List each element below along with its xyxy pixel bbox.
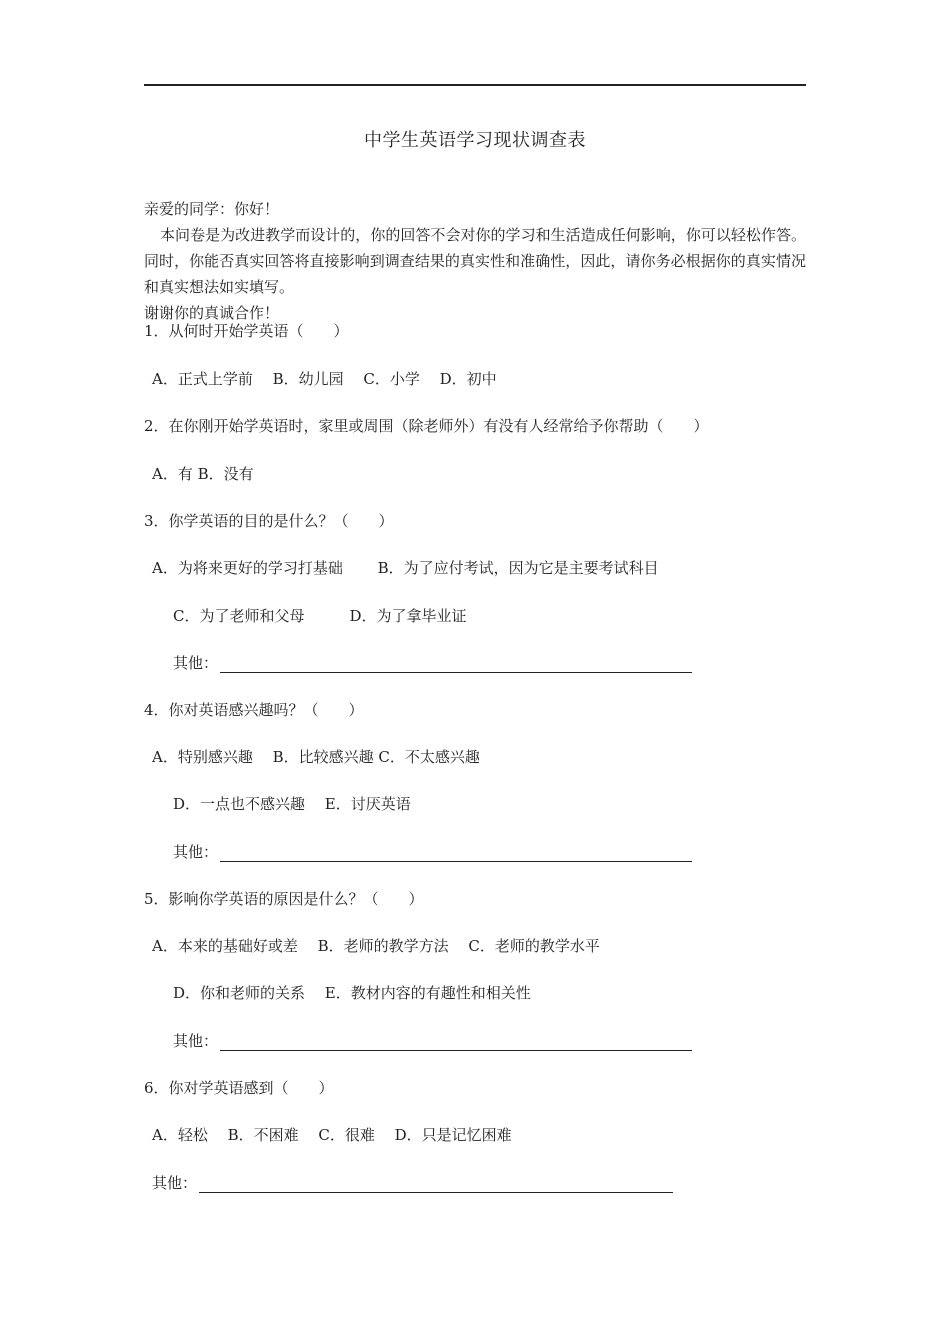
question-3-options-line-1: A．为将来更好的学习打基础 B．为了应付考试，因为它是主要考试科目 <box>152 559 659 577</box>
question-4-options-line-1: A．特别感兴趣 B．比较感兴趣 C．不太感兴趣 <box>152 748 480 766</box>
question-1: 1．从何时开始学英语（ ） <box>144 322 349 340</box>
question-3-other-blank[interactable] <box>220 654 692 673</box>
question-4-options-line-2: D．一点也不感兴趣 E．讨厌英语 <box>173 795 411 813</box>
question-6-other-label: 其他： <box>152 1174 198 1192</box>
question-2: 2．在你刚开始学英语时，家里或周围（除老师外）有没有人经常给予你帮助（ ） <box>144 417 709 435</box>
intro-greeting: 亲爱的同学：你好！ <box>144 200 280 218</box>
question-2-options: A．有 B．没有 <box>152 465 254 483</box>
question-5-options-line-2: D．你和老师的关系 E．教材内容的有趣性和相关性 <box>173 984 531 1002</box>
question-5: 5．影响你学英语的原因是什么？（ ） <box>144 890 424 908</box>
question-5-other <box>173 1030 692 1051</box>
question-3-other-label: 其他： <box>173 654 219 672</box>
question-5-options-line-1: A．本来的基础好或差 B．老师的教学方法 C．老师的教学水平 <box>152 937 600 955</box>
question-5-other-blank[interactable] <box>220 1032 692 1051</box>
question-4: 4．你对英语感兴趣吗？（ ） <box>144 701 364 719</box>
question-3: 3．你学英语的目的是什么？（ ） <box>144 512 394 530</box>
question-6: 6．你对学英语感到（ ） <box>144 1079 334 1097</box>
question-3-other <box>173 652 692 673</box>
question-3-options-line-2: C．为了老师和父母 D．为了拿毕业证 <box>173 607 467 625</box>
question-1-options: A．正式上学前 B．幼儿园 C．小学 D．初中 <box>152 370 497 388</box>
intro-body: 本问卷是为改进教学而设计的，你的回答不会对你的学习和生活造成任何影响，你可以轻松作答。同时，你能否真实回答将直接影响到调查结果的真实性和准确性，因此，请你务必根据你的真实情况和真实想法如实填写。 <box>144 226 806 296</box>
header-rule <box>144 84 806 86</box>
question-6-other <box>152 1172 673 1193</box>
question-4-other-blank[interactable] <box>220 843 692 862</box>
question-5-other-label: 其他： <box>173 1032 219 1050</box>
question-4-other <box>173 841 692 862</box>
document-title: 中学生英语学习现状调查表 <box>364 130 586 151</box>
intro-thanks: 谢谢你的真诚合作！ <box>144 304 280 322</box>
question-6-options: A．轻松 B．不困难 C．很难 D．只是记忆困难 <box>152 1126 512 1144</box>
question-6-other-blank[interactable] <box>199 1174 673 1193</box>
question-4-other-label: 其他： <box>173 843 219 861</box>
intro-section <box>144 196 806 326</box>
